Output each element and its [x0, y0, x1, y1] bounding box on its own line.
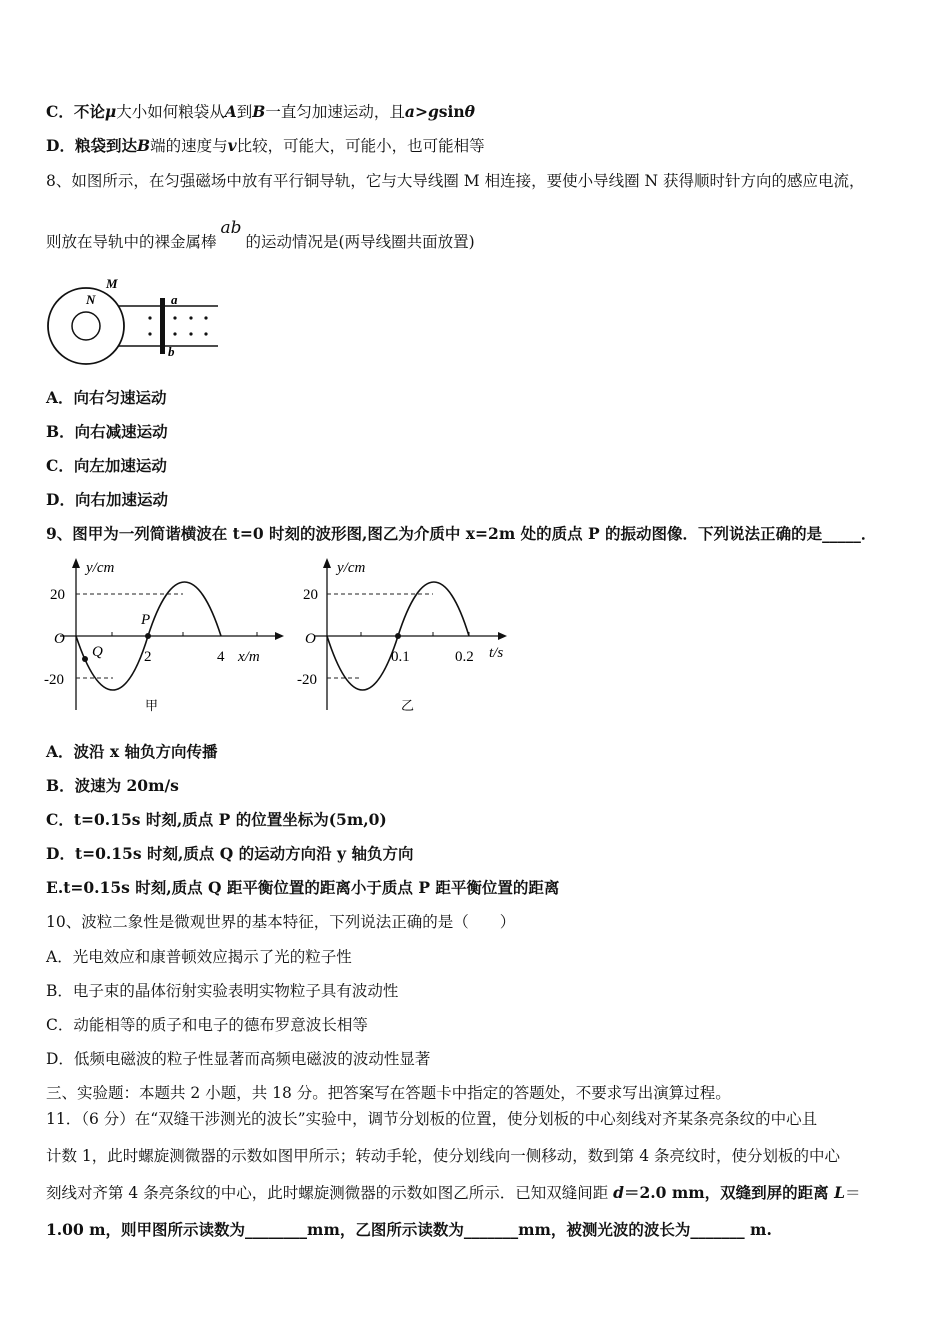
q9-wave-graph-jia	[40, 550, 290, 720]
q10-option-b: B．电子束的晶体衍射实验表明实物粒子具有波动性	[46, 982, 399, 1000]
q8-rail-coil-figure	[44, 276, 224, 366]
q10-stem: 10、波粒二象性是微观世界的基本特征，下列说法正确的是（ ）	[46, 913, 516, 931]
q8-stem-line1: 8、如图所示，在匀强磁场中放有平行铜导轨，它与大导线圈 M 相连接，要使小导线圈 N 获得顺时针方向的感应电流，	[46, 172, 865, 190]
yi-ytop: 20	[303, 587, 318, 603]
jia-Q: Q	[92, 644, 103, 660]
q8-option-c: C．向左加速运动	[46, 456, 167, 475]
q11-line1: 11．（6 分）在“双缝干涉测光的波长”实验中，调节分划板的位置，使分划板的中心刻线对齐某条亮条纹的中心且	[46, 1110, 818, 1128]
q9-vibration-graph-yi	[295, 550, 535, 720]
q9-option-b: B．波速为 20m/s	[46, 776, 179, 795]
q8-stem-line2: 则放在导轨中的裸金属棒ab的运动情况是(两导线圈共面放置)	[46, 218, 475, 251]
jia-ybot: -20	[44, 672, 64, 688]
jia-x4: 4	[217, 649, 225, 665]
yi-origin: O	[305, 631, 316, 647]
q7-option-c: C．不论μ大小如何粮袋从A到B一直匀加速运动，且a>gsinθ	[46, 102, 476, 121]
q11-line4: 1.00 m，则甲图所示读数为________mm，乙图所示读数为_______mm，被测光波的波长为_______ m.	[46, 1220, 772, 1239]
label-b: b	[168, 344, 175, 359]
q9-option-d: D．t=0.15s 时刻,质点 Q 的运动方向沿 y 轴负方向	[46, 844, 414, 863]
jia-xlabel: x/m	[238, 649, 260, 665]
yi-ylabel: y/cm	[337, 560, 366, 576]
yi-ybot: -20	[297, 672, 317, 688]
section3-heading: 三、实验题：本题共 2 小题，共 18 分。把答案写在答题卡中指定的答题处，不要求写出演算过程。	[46, 1084, 731, 1102]
q9-option-e: E.t=0.15s 时刻,质点 Q 距平衡位置的距离小于质点 P 距平衡位置的距离	[46, 878, 560, 897]
jia-caption: 甲	[145, 698, 159, 713]
jia-origin: O	[54, 631, 65, 647]
yi-t2: 0.2	[455, 649, 474, 665]
label-a: a	[171, 292, 178, 307]
q11-line2: 计数 1，此时螺旋测微器的示数如图甲所示；转动手轮，使分划线向一侧移动，数到第 4 条亮纹时，使分划板的中心	[46, 1147, 841, 1165]
jia-ytop: 20	[50, 587, 65, 603]
q8-option-d: D．向右加速运动	[46, 490, 168, 509]
q8-option-a: A．向右匀速运动	[46, 388, 167, 407]
jia-x2: 2	[144, 649, 152, 665]
q11-line3: 刻线对齐第 4 条亮条纹的中心，此时螺旋测微器的示数如图乙所示．已知双缝间距 d＝2.0 mm，双缝到屏的距离 L＝	[46, 1183, 861, 1202]
q9-option-a: A．波沿 x 轴负方向传播	[46, 742, 218, 761]
q10-option-a: A．光电效应和康普顿效应揭示了光的粒子性	[46, 948, 352, 966]
label-M: M	[106, 276, 118, 291]
q9-stem: 9、图甲为一列简谐横波在 t=0 时刻的波形图,图乙为介质中 x=2m 处的质点 P 的振动图像．下列说法正确的是_____．	[46, 524, 877, 543]
jia-P: P	[141, 612, 151, 628]
yi-caption: 乙	[401, 698, 415, 713]
q8-option-b: B．向右减速运动	[46, 422, 168, 441]
q7-option-d: D．粮袋到达B端的速度与v比较，可能大，可能小，也可能相等	[46, 136, 485, 155]
yi-xlabel: t/s	[489, 645, 504, 661]
label-N: N	[86, 292, 96, 307]
yi-t1: 0.1	[391, 649, 410, 665]
q10-option-d: D．低频电磁波的粒子性显著而高频电磁波的波动性显著	[46, 1050, 431, 1068]
jia-ylabel: y/cm	[86, 560, 115, 576]
q10-option-c: C．动能相等的质子和电子的德布罗意波长相等	[46, 1016, 368, 1034]
q9-option-c: C．t=0.15s 时刻,质点 P 的位置坐标为(5m,0)	[46, 810, 387, 829]
